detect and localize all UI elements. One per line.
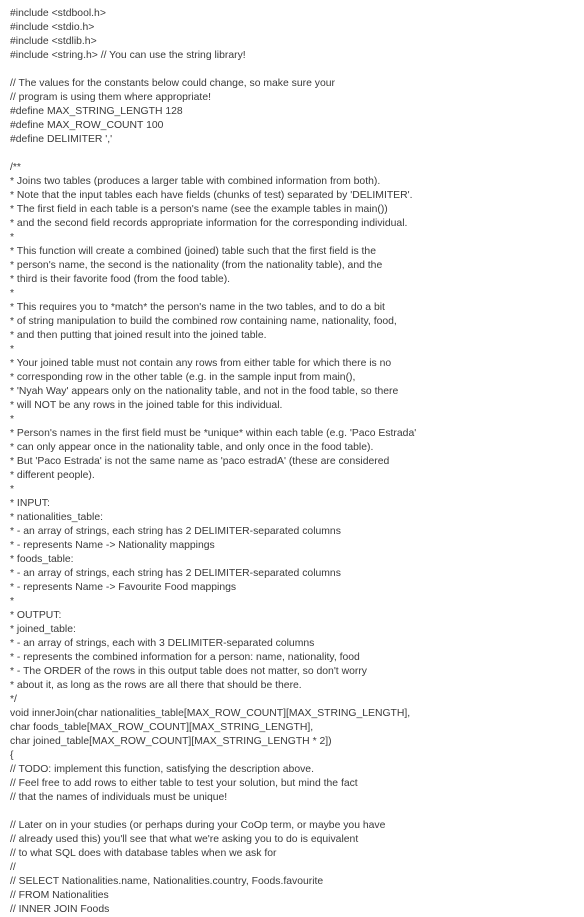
code-line: * - represents Name -> Favourite Food mappings bbox=[10, 582, 237, 593]
code-line: // to what SQL does with database tables when we ask for bbox=[10, 848, 277, 859]
code-line: // that the names of individuals must be unique! bbox=[10, 792, 228, 803]
code-line: * different people). bbox=[10, 470, 95, 481]
code-line: * and then putting that joined result into the joined table. bbox=[10, 330, 267, 341]
code-line: // Feel free to add rows to either table to test your solution, but mind the fact bbox=[10, 778, 358, 789]
code-line: #include <stdlib.h> bbox=[10, 36, 97, 47]
code-line: // bbox=[10, 862, 16, 873]
code-line: // already used this) you'll see that what we're asking you to do is equivalent bbox=[10, 834, 359, 845]
code-line: char foods_table[MAX_ROW_COUNT][MAX_STRING_LENGTH], bbox=[10, 722, 314, 733]
code-line: // INNER JOIN Foods bbox=[10, 904, 110, 915]
code-line: * OUTPUT: bbox=[10, 610, 62, 621]
code-line: * INPUT: bbox=[10, 498, 50, 509]
code-line: * The first field in each table is a person's name (see the example tables in main()) bbox=[10, 204, 388, 215]
code-line bbox=[10, 805, 584, 819]
code-line: * Person's names in the first field must be *unique* within each table (e.g. 'Paco Estrada' bbox=[10, 428, 417, 439]
code-line: * foods_table: bbox=[10, 554, 74, 565]
code-line: void innerJoin(char nationalities_table[MAX_ROW_COUNT][MAX_STRING_LENGTH], bbox=[10, 708, 411, 719]
code-line: * person's name, the second is the nationality (from the nationality table), and the bbox=[10, 260, 383, 271]
code-line: #include <string.h> // You can use the string library! bbox=[10, 50, 246, 61]
code-line: * - The ORDER of the rows in this output table does not matter, so don't worry bbox=[10, 666, 367, 677]
code-line: * - an array of strings, each with 3 DELIMITER-separated columns bbox=[10, 638, 315, 649]
code-line: #define DELIMITER ',' bbox=[10, 134, 113, 145]
code-line: * - represents Name -> Nationality mappings bbox=[10, 540, 215, 551]
code-line: // FROM Nationalities bbox=[10, 890, 109, 901]
code-line: * bbox=[10, 596, 15, 607]
code-line: #define MAX_ROW_COUNT 100 bbox=[10, 120, 164, 131]
code-line: * bbox=[10, 232, 15, 243]
code-line: * will NOT be any rows in the joined table for this individual. bbox=[10, 400, 283, 411]
code-line: * bbox=[10, 414, 15, 425]
code-line: // The values for the constants below could change, so make sure your bbox=[10, 78, 335, 89]
code-line: // TODO: implement this function, satisfying the description above. bbox=[10, 764, 314, 775]
code-line: * This function will create a combined (joined) table such that the first field is the bbox=[10, 246, 376, 257]
code-line: * can only appear once in the nationality table, and only once in the food table). bbox=[10, 442, 374, 453]
code-line: * Joins two tables (produces a larger table with combined information from both). bbox=[10, 176, 381, 187]
code-line: */ bbox=[10, 694, 17, 705]
code-line bbox=[10, 63, 584, 77]
code-line: * third is their favorite food (from the food table). bbox=[10, 274, 231, 285]
code-line: * about it, as long as the rows are all there that should be there. bbox=[10, 680, 302, 691]
code-line: * - represents the combined information for a person: name, nationality, food bbox=[10, 652, 360, 663]
code-line: #include <stdio.h> bbox=[10, 22, 95, 33]
code-line: * nationalities_table: bbox=[10, 512, 104, 523]
code-line: * - an array of strings, each string has 2 DELIMITER-separated columns bbox=[10, 568, 341, 579]
code-line: * corresponding row in the other table (e.g. in the sample input from main(), bbox=[10, 372, 356, 383]
code-line: { bbox=[10, 750, 14, 761]
code-line: * bbox=[10, 484, 15, 495]
code-line: // program is using them where appropriate! bbox=[10, 92, 211, 103]
code-line: * of string manipulation to build the combined row containing name, nationality, food, bbox=[10, 316, 397, 327]
code-line: char joined_table[MAX_ROW_COUNT][MAX_STRING_LENGTH * 2]) bbox=[10, 736, 332, 747]
code-line: * and the second field records appropriate information for the corresponding individual. bbox=[10, 218, 408, 229]
code-line: * bbox=[10, 288, 15, 299]
code-line: * - an array of strings, each string has 2 DELIMITER-separated columns bbox=[10, 526, 341, 537]
code-line: // SELECT Nationalities.name, Nationalities.country, Foods.favourite bbox=[10, 876, 324, 887]
code-line bbox=[10, 147, 584, 161]
code-line: // Later on in your studies (or perhaps during your CoOp term, or maybe you have bbox=[10, 820, 386, 831]
code-line: /** bbox=[10, 162, 21, 173]
code-line: * This requires you to *match* the person's name in the two tables, and to do a bit bbox=[10, 302, 385, 313]
code-line: * joined_table: bbox=[10, 624, 76, 635]
code-line: * But 'Paco Estrada' is not the same name as 'paco estradA' (these are considered bbox=[10, 456, 390, 467]
code-document bbox=[10, 7, 584, 917]
code-line: * 'Nyah Way' appears only on the nationality table, and not in the food table, so there bbox=[10, 386, 399, 397]
code-line: * Your joined table must not contain any rows from either table for which there is no bbox=[10, 358, 392, 369]
code-line: * Note that the input tables each have fields (chunks of test) separated by 'DELIMITER'. bbox=[10, 190, 413, 201]
code-line: #define MAX_STRING_LENGTH 128 bbox=[10, 106, 183, 117]
code-line: #include <stdbool.h> bbox=[10, 8, 106, 19]
code-line: * bbox=[10, 344, 15, 355]
